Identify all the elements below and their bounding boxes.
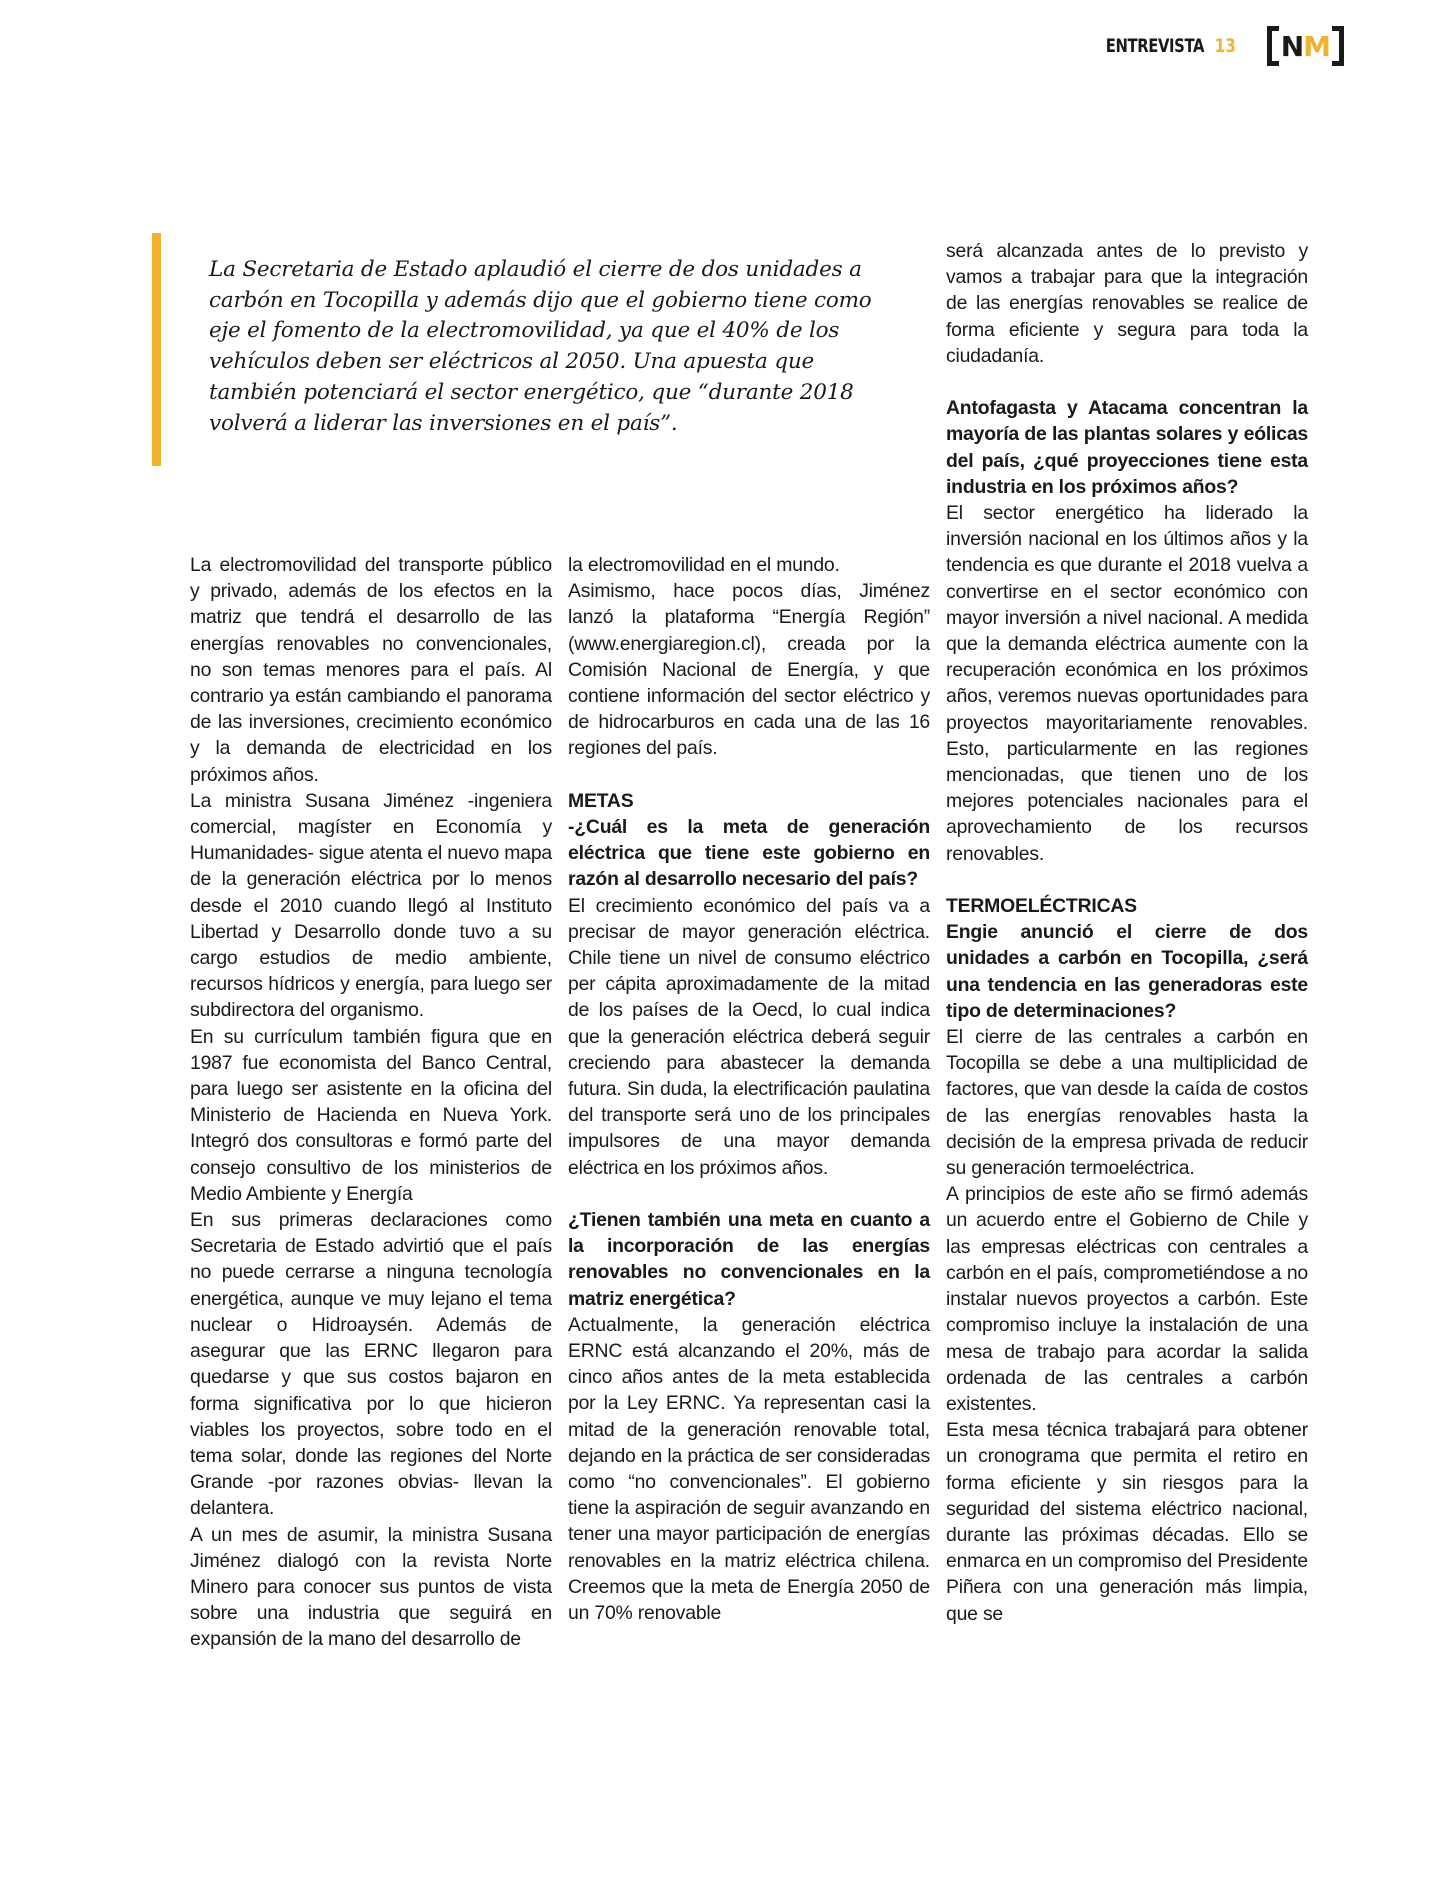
pull-quote-text: La Secretaria de Estado aplaudió el cierre de dos unidades a carbón en Tocopilla y además dijo que el gobierno tiene como eje el fomento de la electromovilidad, ya que el 40% de los vehículos deben ser eléctricos al 2050. Una apuesta que también potenciará el sector energético, que “durante 2018 volverá a liderar las inversiones en el país”. <box>209 257 872 436</box>
article-column-3 <box>946 238 1308 1627</box>
interview-answer: Actualmente, la generación eléctrica ERNC está alcanzando el 20%, más de cinco años antes de la meta establecida por la Ley ERNC. Ya representan casi la mitad de la generación renovable total, dejando en la práctica de ser consideradas como “no convencionales”. El gobierno tiene la aspiración de seguir avanzando en tener una mayor participación de energías renovables en la matriz eléctrica chilena. Creemos que la meta de Energía 2050 de un 70% renovable <box>568 1313 930 1625</box>
interview-question: Engie anunció el cierre de dos unidades a carbón en Tocopilla, ¿será una tendencia en las generadoras este tipo de determinaciones? <box>946 921 1308 1022</box>
paragraph: En su currículum también figura que en 1987 fue economista del Banco Central, para luego ser asistente en la oficina del Ministerio de Hacienda en Nueva York. Integró dos consultoras e formó parte del consejo consultivo de los ministerios de Medio Ambiente y Energía <box>190 1025 552 1205</box>
page-number: 13 <box>1214 35 1237 57</box>
paragraph: La electromovilidad del transporte público y privado, además de los efectos en la matriz que tendrá el desarrollo de las energías renovables no convencionales, no son temas menores para el país. Al contrario ya están cambiando el panorama de las inversiones, crecimiento económico y la demanda de electricidad en los próximos años. <box>190 554 552 786</box>
logo-letter-m: M <box>1303 29 1330 63</box>
interview-question: -¿Cuál es la meta de generación eléctrica que tiene este gobierno en razón al desarrollo necesario del país? <box>568 816 930 891</box>
paragraph: la electromovilidad en el mundo. <box>568 554 840 576</box>
paragraph-gap <box>946 369 1308 395</box>
interview-answer: Esta mesa técnica trabajará para obtener un cronograma que permita el retiro en forma eficiente y sin riesgos para la seguridad del sistema eléctrico nacional, durante las próximas décadas. Ello se enmarca en un compromiso del Presidente Piñera con una generación más limpia, que se <box>946 1419 1308 1625</box>
paragraph: La ministra Susana Jiménez -ingeniera comercial, magíster en Economía y Humanidades- sigue atenta el nuevo mapa de la generación eléctrica por lo menos desde el 2010 cuando llegó al Instituto Libertad y Desarrollo donde tuvo a su cargo estudios de medio ambiente, recursos hídricos y energía, para luego ser subdirectora del organismo. <box>190 789 552 1022</box>
paragraph-gap <box>568 1181 930 1207</box>
paragraph-gap <box>946 867 1308 893</box>
interview-answer: El crecimiento económico del país va a precisar de mayor generación eléctrica. Chile tiene un nivel de consumo eléctrico per cápita aproximadamente de la mitad de los países de la Oecd, lo cual indica que la generación eléctrica deberá seguir creciendo para abastecer la demanda futura. Sin duda, la electrificación paulatina del transporte será uno de los principales impulsores de una mayor demanda eléctrica en los próximos años. <box>568 894 930 1179</box>
interview-question: Antofagasta y Atacama concentran la mayoría de las plantas solares y eólicas del país, ¿qué proyecciones tiene esta industria en los próximos años? <box>946 397 1308 498</box>
logo-right-bracket <box>1332 26 1344 66</box>
article-column-2 <box>568 552 930 1626</box>
logo-letter-n: N <box>1280 29 1304 63</box>
interview-answer: El sector energético ha liderado la inversión nacional en los últimos años y la tendencia es que durante el 2018 vuelva a convertirse en el sector económico con mayor inversión a nivel nacional. A medida que la demanda eléctrica aumente con la recuperación económica en los próximos años, veremos nuevas oportunidades para proyectos mayoritariamente renovables. Esto, particularmente en las regiones mencionadas, que tienen uno de los mejores potenciales nacionales para el aprovechamiento de los recursos renovables. <box>946 502 1308 865</box>
interview-answer: será alcanzada antes de lo previsto y vamos a trabajar para que la integración de las energías renovables se realice de forma eficiente y segura para toda la ciudadanía. <box>946 240 1308 367</box>
page-header <box>1078 26 1344 66</box>
paragraph: A un mes de asumir, la ministra Susana Jiménez dialogó con la revista Norte Minero para conocer sus puntos de vista sobre una industria que seguirá en expansión de la mano del desarrollo de <box>190 1523 552 1651</box>
article-column-1 <box>190 552 552 1653</box>
paragraph: En sus primeras declaraciones como Secretaria de Estado advirtió que el país no puede cerrarse a ninguna tecnología energética, aunque ve muy lejano el tema nuclear o Hidroaysén. Además de asegurar que las ERNC llegaron para quedarse y que sus costos bajaron en forma significativa por lo que hicieron viables los proyectos, sobre todo en el tema solar, donde las regiones del Norte Grande -por razones obvias- llevan la delantera. <box>190 1209 552 1520</box>
section-heading-termoelectricas: TERMOELÉCTRICAS <box>946 895 1137 918</box>
section-label: ENTREVISTA <box>1105 35 1205 57</box>
paragraph: Asimismo, hace pocos días, Jiménez lanzó la plataforma “Energía Región” (www.energiaregion.cl), creada por la Comisión Nacional de Energía, y que contiene información del sector eléctrico y de hidrocarburos en cada una de las 16 regiones del país. <box>568 580 930 760</box>
interview-answer: A principios de este año se firmó además un acuerdo entre el Gobierno de Chile y las empresas eléctricas con centrales a carbón en el país, comprometiéndose a no instalar nuevos proyectos a carbón. Este compromiso incluye la instalación de una mesa de trabajo para acordar la salida ordenada de las centrales a carbón existentes. <box>946 1183 1308 1415</box>
section-heading-metas: METAS <box>568 789 634 812</box>
interview-answer: El cierre de las centrales a carbón en Tocopilla se debe a una multiplicidad de factores, que van desde la caída de costos de las energías renovables hasta la decisión de la empresa privada de reducir su generación termoeléctrica. <box>946 1026 1308 1180</box>
pull-quote <box>152 233 872 466</box>
interview-question: ¿Tienen también una meta en cuanto a la incorporación de las energías renovables no convencionales en la matriz energética? <box>568 1209 930 1310</box>
logo-left-bracket <box>1267 26 1279 66</box>
paragraph-gap <box>568 762 930 788</box>
magazine-logo <box>1267 26 1344 66</box>
